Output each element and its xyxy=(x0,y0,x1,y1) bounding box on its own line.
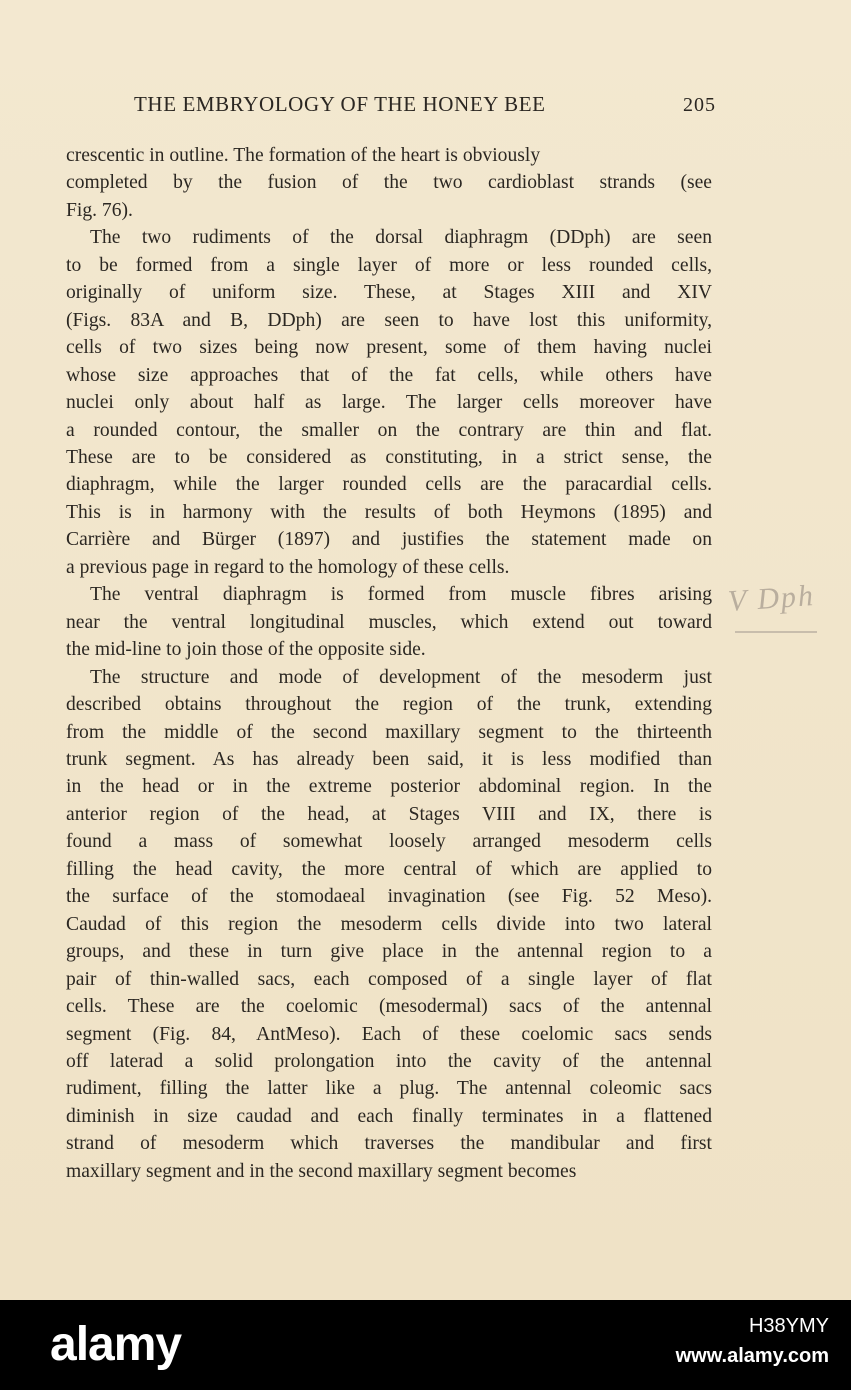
paragraph xyxy=(66,224,712,581)
text-line: filling the head cavity, the more central of which are applied to xyxy=(66,858,712,880)
text-line: The ventral diaphragm is formed from muscle fibres arising xyxy=(90,584,712,606)
text-line: This is in harmony with the results of both Heymons (1895) and xyxy=(66,501,712,523)
text-line: Fig. 76). xyxy=(66,199,133,221)
stock-image-id: H38YMY xyxy=(748,1315,829,1337)
text-line: These are to be considered as constituting, in a strict sense, the xyxy=(66,446,712,468)
paragraph xyxy=(66,581,712,663)
text-line: found a mass of somewhat loosely arranged mesoderm cells xyxy=(66,831,712,853)
text-line: originally of uniform size. These, at Stages XIII and XIV xyxy=(66,282,712,304)
site-url: www.alamy.com xyxy=(675,1345,829,1367)
text-line: the surface of the stomodaeal invagination (see Fig. 52 Meso). xyxy=(66,886,712,908)
text-line: in the head or in the extreme posterior abdominal region. In the xyxy=(66,776,712,798)
paragraph xyxy=(66,664,712,1186)
text-line: a rounded contour, the smaller on the contrary are thin and flat. xyxy=(66,419,712,441)
text-line: Carrière and Bürger (1897) and justifies the statement made on xyxy=(66,529,712,551)
text-line: groups, and these in turn give place in the antennal region to a xyxy=(66,941,712,963)
text-line: maxillary segment and in the second maxillary segment becomes xyxy=(66,1160,577,1182)
text-line: the mid-line to join those of the opposite side. xyxy=(66,639,426,661)
text-line: completed by the fusion of the two cardioblast strands (see xyxy=(66,172,712,194)
handwritten-margin-note: V Dph xyxy=(726,579,816,618)
page-number: 205 xyxy=(683,94,716,116)
text-line: segment (Fig. 84, AntMeso). Each of these coelomic sacs sends xyxy=(66,1023,712,1045)
margin-pencil-mark xyxy=(735,631,817,633)
watermark-bar xyxy=(0,1300,851,1390)
body-text xyxy=(66,142,712,1185)
text-line: to be formed from a single layer of more or less rounded cells, xyxy=(66,254,712,276)
text-line: near the ventral longitudinal muscles, which extend out toward xyxy=(66,611,712,633)
text-line: off laterad a solid prolongation into the cavity of the antennal xyxy=(66,1050,712,1072)
text-line: whose size approaches that of the fat cells, while others have xyxy=(66,364,712,386)
text-line: cells. These are the coelomic (mesodermal) sacs of the antennal xyxy=(66,996,712,1018)
text-line: described obtains throughout the region of the trunk, extending xyxy=(66,694,712,716)
text-line: diaphragm, while the larger rounded cells are the paracardial cells. xyxy=(66,474,712,496)
alamy-logo: alamy xyxy=(50,1318,182,1371)
text-line: from the middle of the second maxillary segment to the thirteenth xyxy=(66,721,712,743)
running-head xyxy=(66,92,716,122)
text-line: Caudad of this region the mesoderm cells divide into two lateral xyxy=(66,913,712,935)
text-line: The two rudiments of the dorsal diaphragm (DDph) are seen xyxy=(90,227,712,249)
running-title: THE EMBRYOLOGY OF THE HONEY BEE xyxy=(134,92,546,116)
text-line: a previous page in regard to the homology of these cells. xyxy=(66,556,510,578)
text-line: anterior region of the head, at Stages VIII and IX, there is xyxy=(66,803,712,825)
text-line: strand of mesoderm which traverses the mandibular and first xyxy=(66,1133,712,1155)
text-line: rudiment, filling the latter like a plug. The antennal coleomic sacs xyxy=(66,1078,712,1100)
text-line: pair of thin-walled sacs, each composed of a single layer of flat xyxy=(66,968,712,990)
text-line: trunk segment. As has already been said, it is less modified than xyxy=(66,748,712,770)
text-line: diminish in size caudad and each finally terminates in a flattened xyxy=(66,1105,712,1127)
paragraph xyxy=(66,142,712,224)
text-line: cells of two sizes being now present, some of them having nuclei xyxy=(66,337,712,359)
text-line: nuclei only about half as large. The larger cells moreover have xyxy=(66,392,712,414)
text-line: (Figs. 83A and B, DDph) are seen to have lost this uniformity, xyxy=(66,309,712,331)
text-line: crescentic in outline. The formation of the heart is obviously xyxy=(66,145,541,166)
text-line: The structure and mode of development of the mesoderm just xyxy=(90,666,712,688)
